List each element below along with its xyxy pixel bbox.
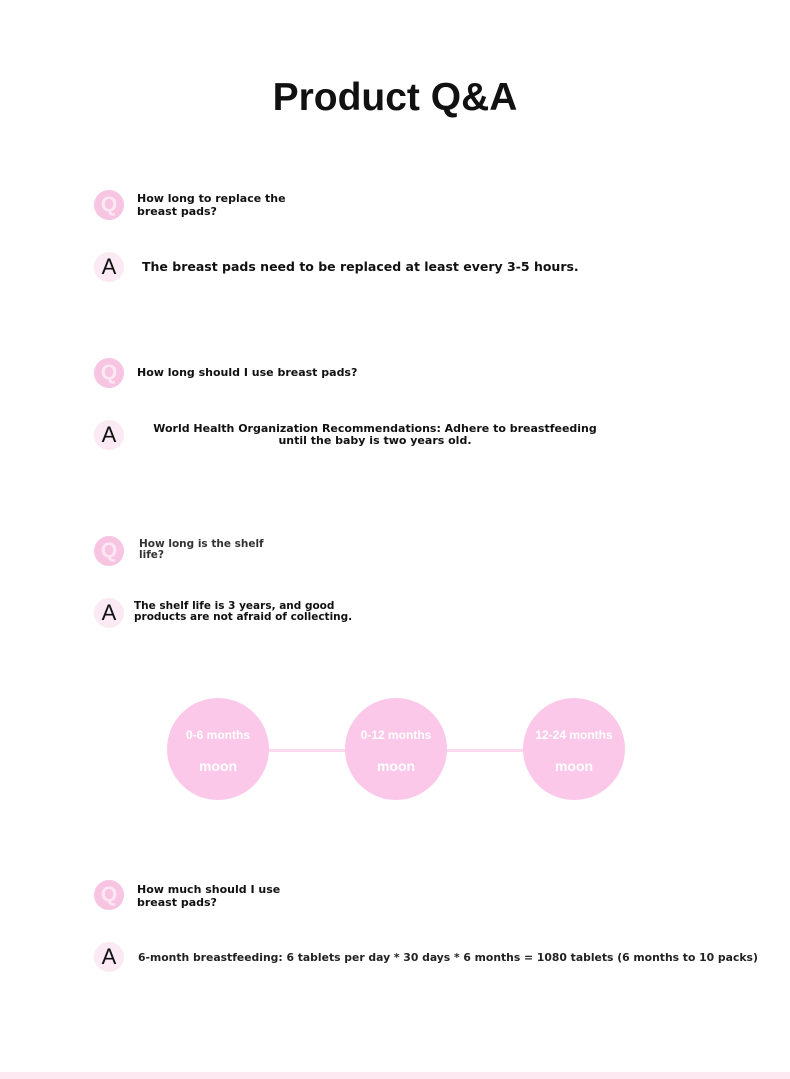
answer-icon: A bbox=[94, 420, 124, 450]
timeline-unit: moon bbox=[554, 758, 594, 774]
faq-question-2: How long should I use breast pads? bbox=[137, 366, 358, 379]
question-icon: Q bbox=[94, 880, 124, 910]
answer-icon: A bbox=[94, 598, 124, 628]
timeline-circle-12-24 bbox=[523, 698, 625, 800]
faq-question-1: How long to replace the breast pads? bbox=[137, 192, 286, 218]
question-icon: Q bbox=[94, 358, 124, 388]
timeline-unit: moon bbox=[376, 758, 416, 774]
question-icon: Q bbox=[94, 190, 124, 220]
faq-answer-2: World Health Organization Recommendations: Adhere to breastfeeding until the baby is two years old. bbox=[153, 422, 597, 447]
bottom-divider bbox=[0, 1072, 790, 1079]
faq-answer-3: The shelf life is 3 years, and good products are not afraid of collecting. bbox=[134, 600, 353, 623]
answer-icon: A bbox=[94, 252, 124, 282]
timeline-connector bbox=[266, 749, 348, 752]
timeline-connector bbox=[444, 749, 526, 752]
answer-icon: A bbox=[94, 942, 124, 972]
question-icon: Q bbox=[94, 536, 124, 566]
faq-question-3: How long is the shelf life? bbox=[139, 538, 264, 561]
timeline-range: 0-12 months bbox=[360, 728, 432, 742]
faq-answer-4: 6-month breastfeeding: 6 tablets per day * 30 days * 6 months = 1080 tablets (6 months to 10 packs) bbox=[138, 951, 758, 964]
timeline-circle-0-6 bbox=[167, 698, 269, 800]
timeline-unit: moon bbox=[198, 758, 238, 774]
faq-answer-1: The breast pads need to be replaced at least every 3-5 hours. bbox=[142, 259, 579, 274]
page-title: Product Q&A bbox=[272, 76, 518, 119]
timeline-range: 12-24 months bbox=[535, 728, 613, 742]
timeline-range: 0-6 months bbox=[185, 728, 250, 742]
timeline-circle-0-12 bbox=[345, 698, 447, 800]
faq-question-4: How much should I use breast pads? bbox=[137, 883, 281, 909]
